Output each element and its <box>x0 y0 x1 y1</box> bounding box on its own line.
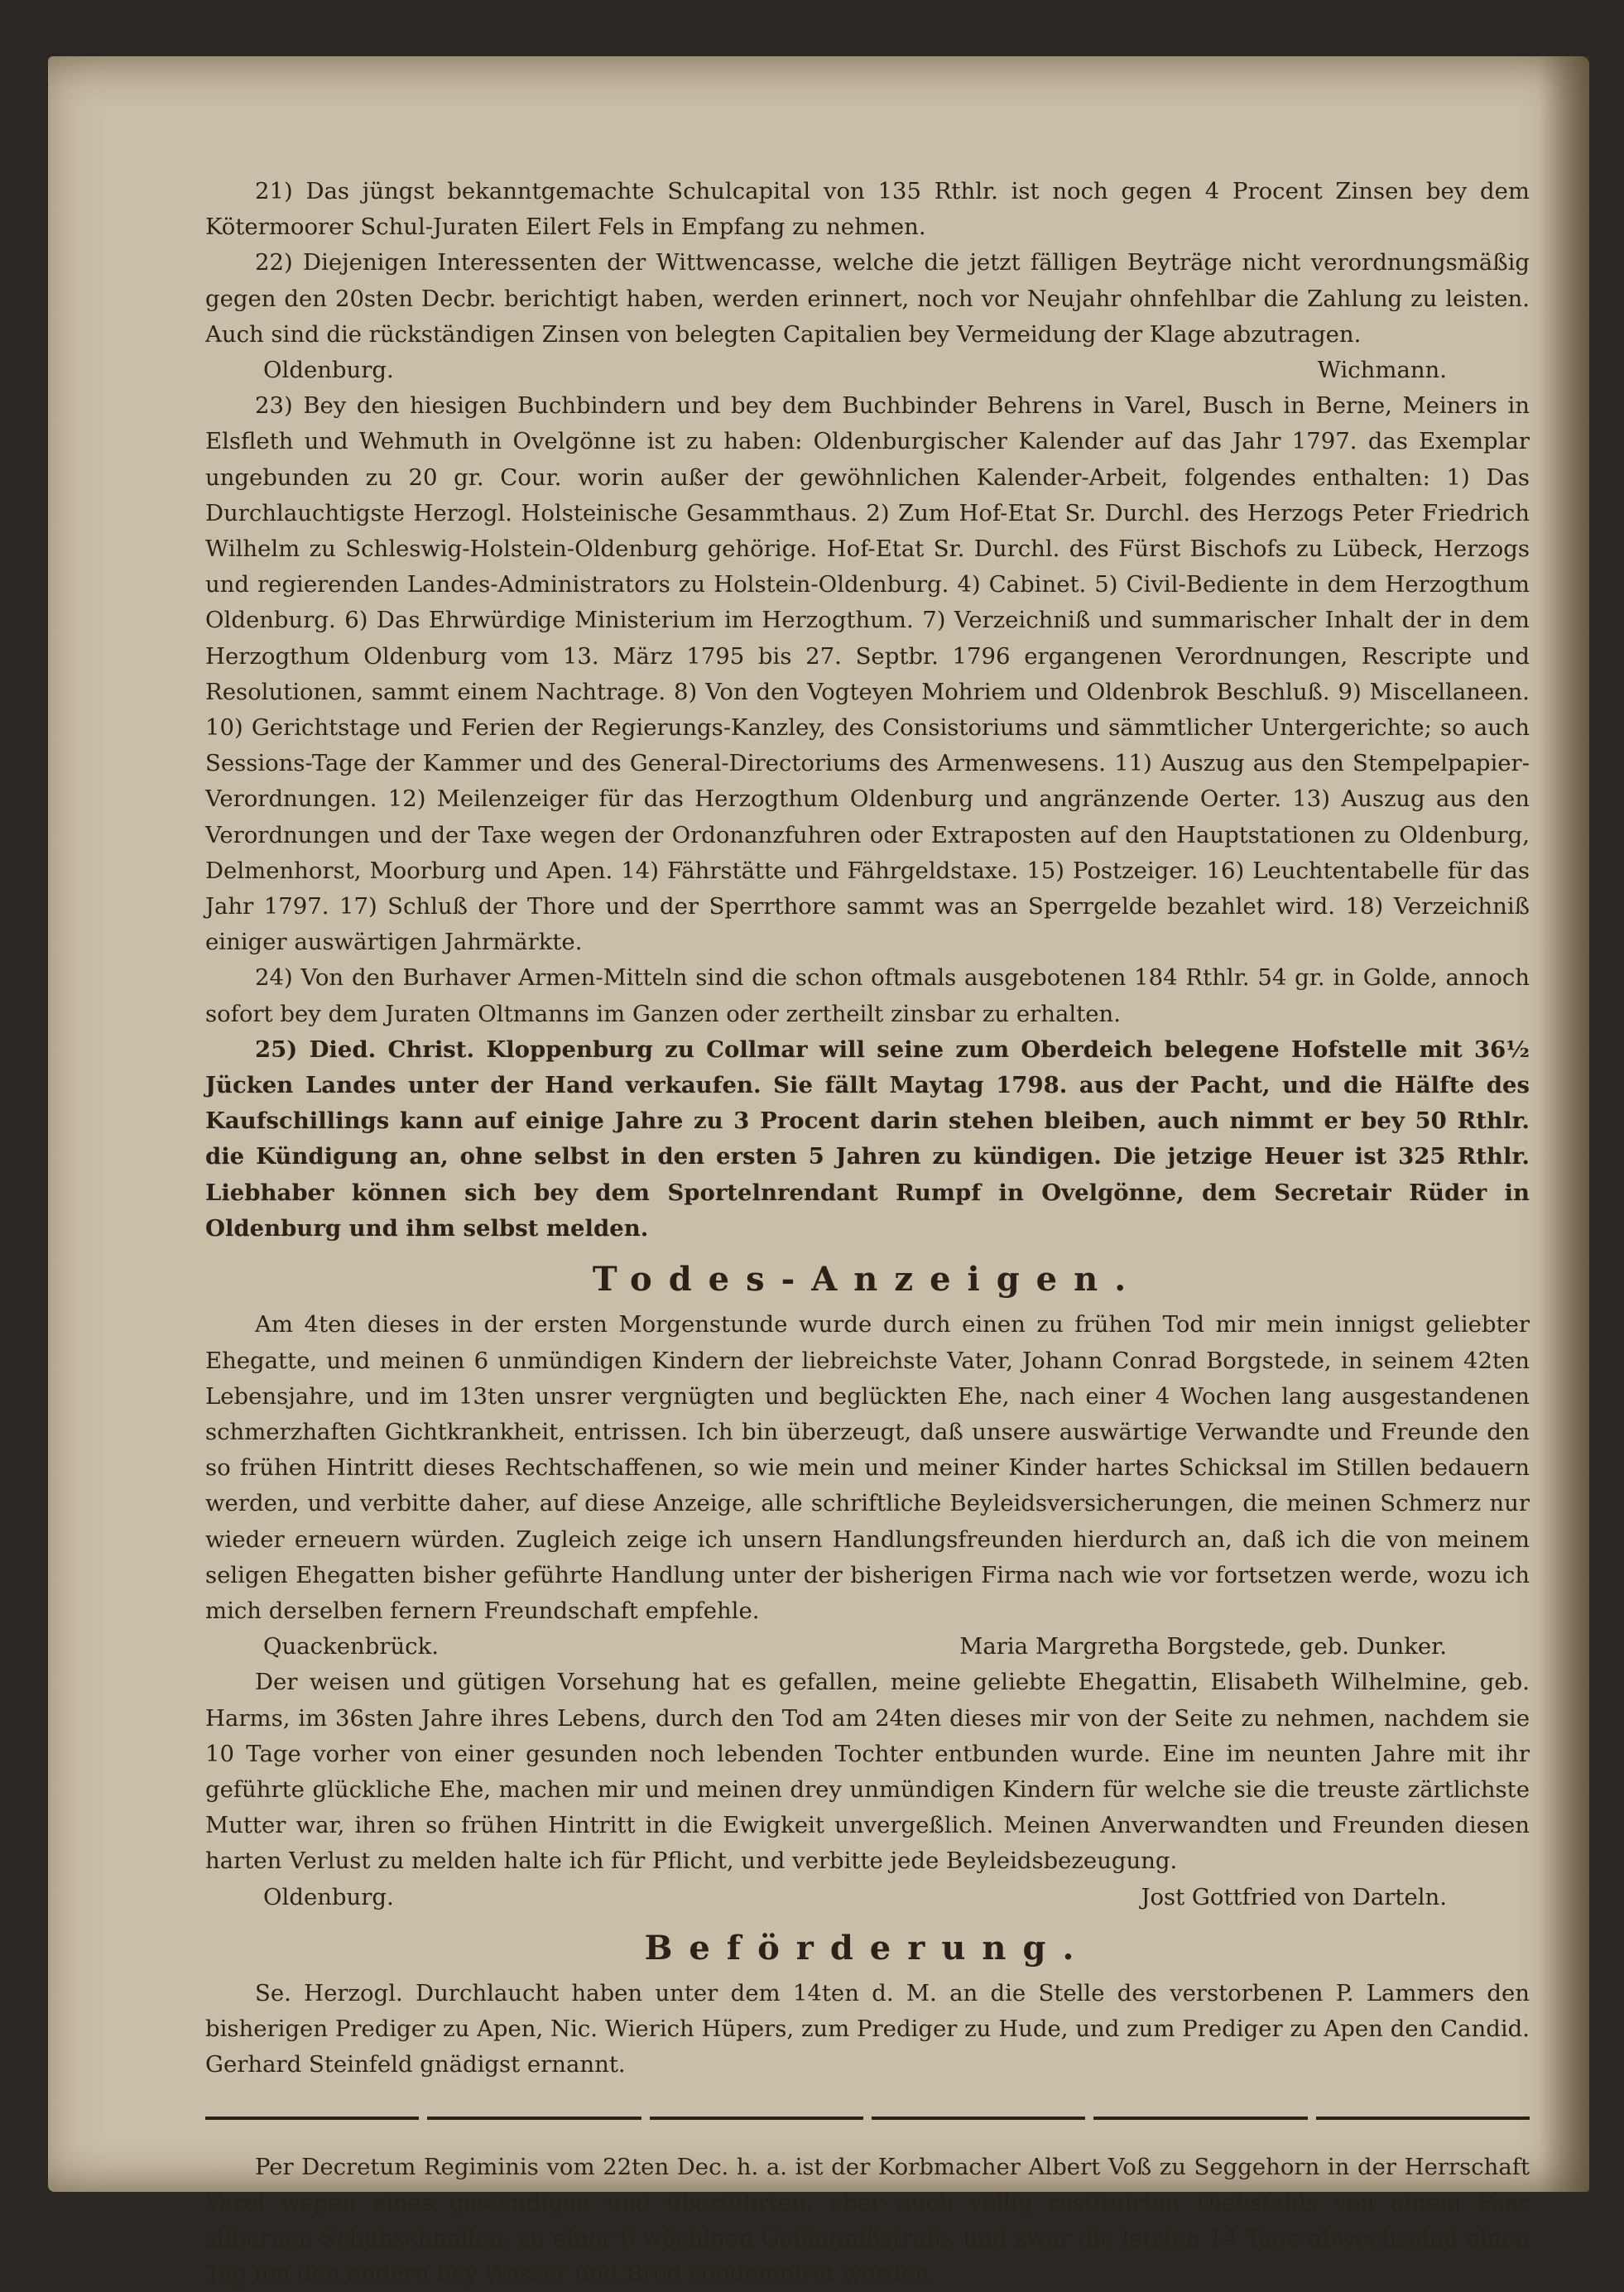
rule-segment <box>205 2117 419 2120</box>
notice-24: 24) Von den Burhaver Armen-Mitteln sind die schon oftmals ausgebotenen 184 Rthlr. 54 gr. in Golde, annoch sofort bey dem Juraten Oltmanns im Ganzen oder zertheilt zinsbar zu erhalten. <box>205 964 1530 1027</box>
notice-22-place: Oldenburg. <box>263 357 394 384</box>
death-notice-1-signature: Maria Margretha Borgstede, geb. Dunker. <box>959 1633 1447 1660</box>
notice-22-signature-line <box>205 353 1530 388</box>
page-content <box>205 174 1530 2292</box>
notice-23: 23) Bey den hiesigen Buchbindern und bey dem Buchbinder Behrens in Varel, Busch in Berne, Meiners in Elsfleth und Wehmuth in Ovelgönne ist zu haben: Oldenburgischer Kalender auf das Jahr 1797. das Exemplar ungebunden zu 20 gr. Cour. worin außer der gewöhnlichen Kalender-Arbeit, folgendes enthalten: 1) Das Durchlauchtigste Herzogl. Holsteinische Gesammthaus. 2) Zum Hof-Etat Sr. Durchl. des Herzogs Peter Friedrich Wilhelm zu Schleswig-Holstein-Oldenburg gehörige. Hof-Etat Sr. Durchl. des Fürst Bischofs zu Lübeck, Herzogs und regierenden Landes-Administrators zu Holstein-Oldenburg. 4) Cabinet. 5) Civil-Bediente in dem Herzogthum Oldenburg. 6) Das Ehrwürdige Ministerium im Herzogthum. 7) Verzeichniß und summarischer Inhalt der in dem Herzogthum Oldenburg vom 13. März 1795 bis 27. Septbr. 1796 ergangenen Verordnungen, Rescripte und Resolutionen, sammt einem Nachtrage. 8) Von den Vogteyen Mohriem und Oldenbrok Beschluß. 9) Miscellaneen. 10) Gerichtstage und Ferien der Regierungs-Kanzley, des Consistoriums und sämmtlicher Untergerichte; so auch Sessions-Tage der Kammer und des General-Directoriums des Armenwesens. 11) Auszug aus den Stempelpapier-Verordnungen. 12) Meilenzeiger für das Herzogthum Oldenburg und angränzende Oerter. 13) Auszug aus den Verordnungen und der Taxe wegen der Ordonanzfuhren oder Extraposten auf den Hauptstationen zu Oldenburg, Delmenhorst, Moorburg und Apen. 14) Fährstätte und Fährgeldstaxe. 15) Postzeiger. 16) Leuchtentabelle für das Jahr 1797. 17) Schluß der Thore und der Sperrthore sammt was an Sperrgelde bezahlet wird. 18) Verzeichniß einiger auswärtigen Jahrmärkte. <box>205 392 1530 956</box>
death-notice-2-signature-line <box>205 1880 1530 1915</box>
rule-segment <box>1316 2117 1530 2120</box>
notice-22: 22) Diejenigen Interessenten der Wittwencasse, welche die jetzt fälligen Beyträge nicht verordnungsmäßig gegen den 20sten Decbr. berichtigt haben, werden erinnert, noch vor Neujahr ohnfehlbar die Zahlung zu leisten. Auch sind die rückständigen Zinsen von belegten Capitalien bey Vermeidung der Klage abzutragen. <box>205 249 1530 348</box>
death-notice-1-place: Quackenbrück. <box>263 1633 439 1660</box>
rule-segment <box>427 2117 641 2120</box>
notice-25: 25) Died. Christ. Kloppenburg zu Collmar will seine zum Oberdeich belegene Hofstelle mit 36½ Jücken Landes unter der Hand verkaufen. Sie fällt Maytag 1798. aus der Pacht, und die Hälfte des Kaufschillings kann auf einige Jahre zu 3 Procent darin stehen bleiben, auch nimmt er bey 50 Rthlr. die Kündigung an, ohne selbst in den ersten 5 Jahren zu kündigen. Die jetzige Heuer ist 325 Rthlr. Liebhaber können sich bey dem Sportelnrendant Rumpf in Ovelgönne, dem Secretair Rüder in Oldenburg und ihm selbst melden. <box>205 1035 1530 1242</box>
promotion-text: Se. Herzogl. Durchlaucht haben unter dem 14ten d. M. an die Stelle des verstorbenen P. Lammers den bisherigen Prediger zu Apen, Nic. Wierich Hüpers, zum Prediger zu Hude, und zum Prediger zu Apen den Candid. Gerhard Steinfeld gnädigst ernannt. <box>205 1979 1530 2078</box>
separator-rules <box>205 2117 1530 2120</box>
rule-segment <box>1093 2117 1307 2120</box>
rule-segment <box>872 2117 1085 2120</box>
death-notice-2: Der weisen und gütigen Vorsehung hat es gefallen, meine geliebte Ehegattin, Elisabeth Wilhelmine, geb. Harms, im 36sten Jahre ihres Lebens, durch den Tod am 24ten dieses mir von der Seite zu nehmen, nachdem sie 10 Tage vorher von einer gesunden noch lebenden Tochter entbunden wurde. Eine im neunten Jahre mit ihr geführte glückliche Ehe, machen mir und meinen drey unmündigen Kindern für welche sie die treuste zärtlichste Mutter war, ihren so frühen Hintritt in die Ewigkeit unvergeßlich. Meinen Anverwandten und Freunden diesen harten Verlust zu melden halte ich für Pflicht, und verbitte jede Beyleidsbezeugung. <box>205 1669 1530 1875</box>
decree-text: Per Decretum Regiminis vom 22ten Dec. h. a. ist der Korbmacher Albert Voß zu Seggehorn in der Herrschaft Varel wegen eines geständigen und überführten, aber auch völlig restituirten Diebstahls von einem Paar silbernen Schuhschnallen, zu einer 6 wöchigen Gefängnißstrafe, und zwar die letzten 14 Tage abwechselnd einen Tag um den andern bey Wasser und Brod condemniret worden. <box>205 2153 1530 2288</box>
death-notice-2-place: Oldenburg. <box>263 1883 394 1910</box>
death-notice-1-signature-line <box>205 1629 1530 1665</box>
rule-segment <box>650 2117 863 2120</box>
notice-22-signature: Wichmann. <box>1317 357 1447 384</box>
promotion-heading: Beförderung. <box>644 1928 1091 1968</box>
newspaper-page <box>48 56 1589 2288</box>
death-notice-1: Am 4ten dieses in der ersten Morgenstunde wurde durch einen zu frühen Tod mir mein innigst geliebter Ehegatte, und meinen 6 unmündigen Kindern der liebreichste Vater, Johann Conrad Borgstede, in seinem 42ten Lebensjahre, und im 13ten unsrer vergnügten und beglückten Ehe, nach einer 4 Wochen lang ausgestandenen schmerzhaften Gichtkrankheit, entrissen. Ich bin überzeugt, daß unsere auswärtige Verwandte und Freunde den so frühen Hintritt dieses Rechtschaffenen, so wie mein und meiner Kinder hartes Schicksal im Stillen bedauern werden, und verbitte daher, auf diese Anzeige, alle schriftliche Beyleidsversicherungen, die meinen Schmerz nur wieder erneuern würden. Zugleich zeige ich unsern Handlungsfreunden hierdurch an, daß ich die von meinem seligen Ehegatten bisher geführte Handlung unter der bisherigen Firma nach wie vor fortsetzen werde, wozu ich mich derselben fernern Freundschaft empfehle. <box>205 1311 1530 1624</box>
notice-21: 21) Das jüngst bekanntgemachte Schulcapital von 135 Rthlr. ist noch gegen 4 Procent Zinsen bey dem Kötermoorer Schul-Juraten Eilert Fels in Empfang zu nehmen. <box>205 178 1530 241</box>
death-notice-2-signature: Jost Gottfried von Darteln. <box>1141 1883 1447 1910</box>
deaths-heading: Todes-Anzeigen. <box>592 1260 1143 1300</box>
